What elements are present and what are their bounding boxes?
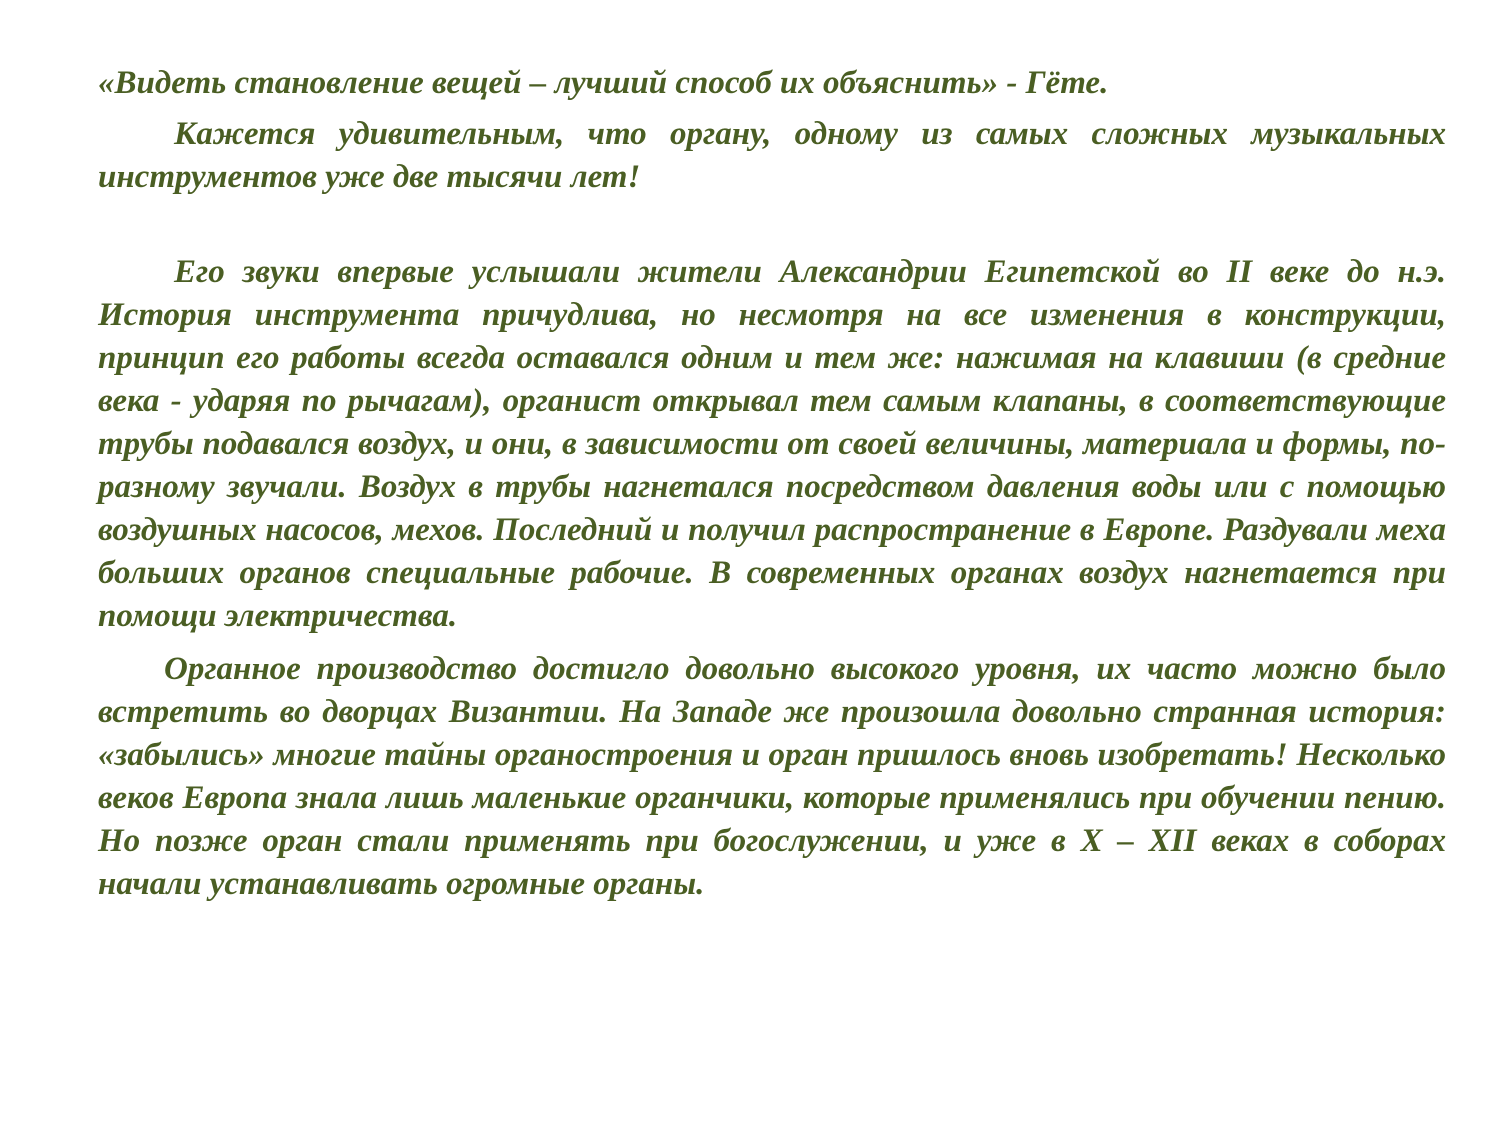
- slide-content: [98, 62, 1446, 906]
- epigraph-quote: «Видеть становление вещей – лучший способ их объяснить» - Гёте.: [98, 65, 1109, 101]
- paragraph-intro: Кажется удивительным, что органу, одному из самых сложных музыкальных инструментов уже две тысячи лет!: [98, 116, 1446, 195]
- paragraph-byzantium-west: Органное производство достигло довольно высокого уровня, их часто можно было встретить во дворцах Византии. На Западе же произошла довольно странная история: «забылись» многие тайны органостроения и орган пришлось вновь изобретать! Несколько веков Европа знала лишь маленькие органчики, которые применялись при обучении пению. Но позже орган стали применять при богослужении, и уже в X – XII веках в соборах начали устанавливать огромные органы.: [98, 651, 1446, 902]
- paragraph-history: Его звуки впервые услышали жители Александрии Египетской во II веке до н.э. История инструмента причудлива, но несмотря на все изменения в конструкции, принцип его работы всегда оставался одним и тем же: нажимая на клавиши (в средние века - ударяя по рычагам), органист открывал тем самым клапаны, в соответствующие трубы подавался воздух, и они, в зависимости от своей величины, материала и формы, по-разному звучали. Воздух в трубы нагнетался посредством давления воды или с помощью воздушных насосов, мехов. Последний и получил распространение в Европе. Раздували меха больших органов специальные рабочие. В современных органах воздух нагнетается при помощи электричества.: [98, 254, 1446, 634]
